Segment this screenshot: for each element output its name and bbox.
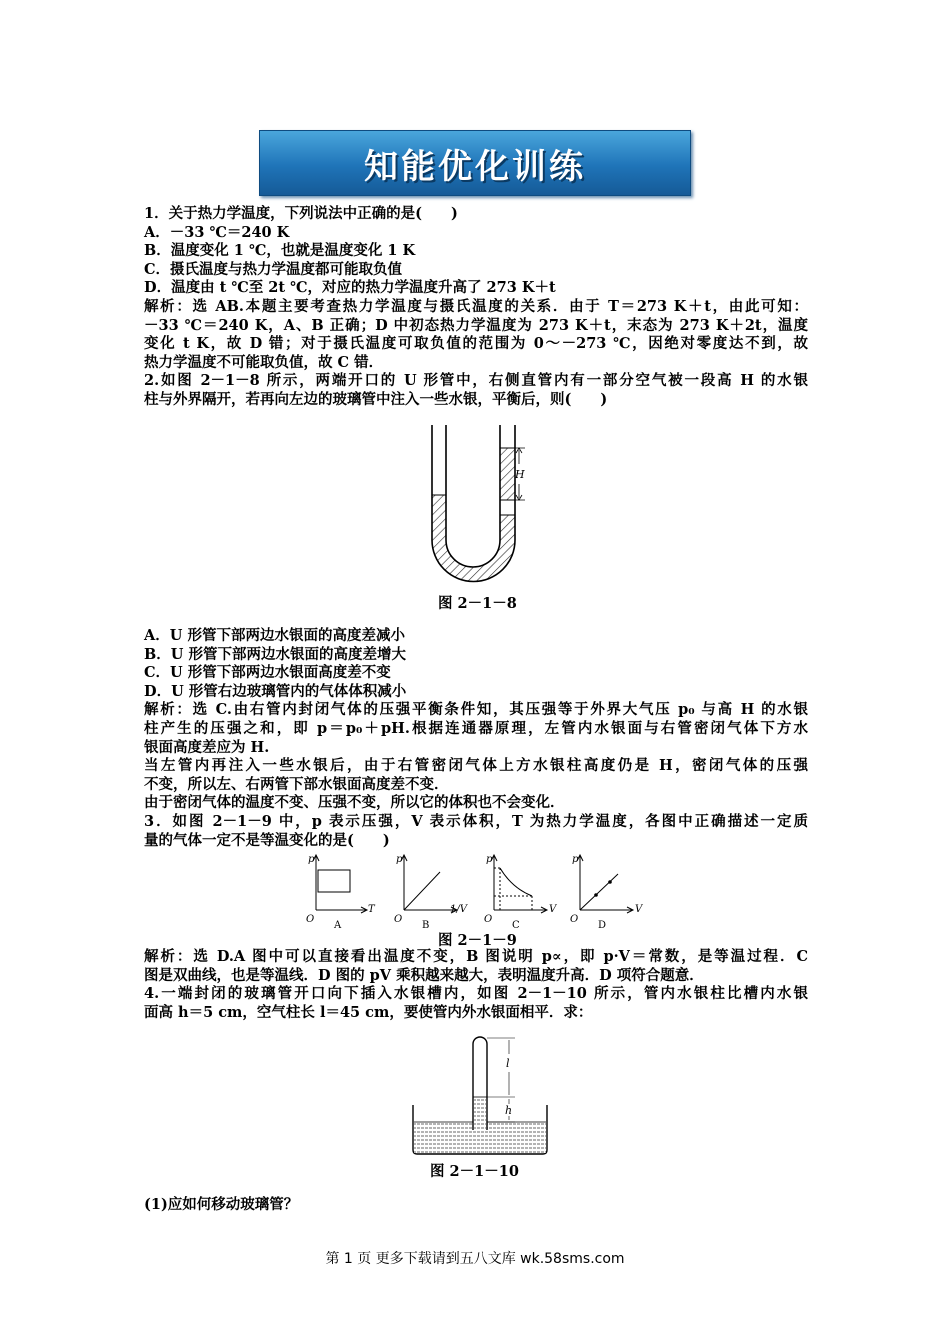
q1-analysis-line: －33 ℃＝240 K，A、B 正确；D 中初态热力学温度为 273 K＋t，末态为 273 K＋2t，温度 xyxy=(144,316,808,334)
u-tube-figure xyxy=(425,420,525,595)
figure-caption-2-1-8: 图 2－1－8 xyxy=(438,595,517,612)
graph-b-origin: O xyxy=(394,914,403,925)
q2-stem-line: 柱与外界隔开，若再向左边的玻璃管中注入一些水银，平衡后，则( ) xyxy=(144,390,608,408)
tube-trough-figure xyxy=(405,1030,555,1160)
graph-a-tag: A xyxy=(334,920,342,931)
q1-option-b: B．温度变化 1 ℃，也就是温度变化 1 K xyxy=(144,242,416,260)
q1-analysis-line: 热力学温度不可能取负值，故 C 错． xyxy=(144,353,384,371)
graphs-figure xyxy=(300,850,660,930)
figure-caption-2-1-10: 图 2－1－10 xyxy=(430,1163,519,1180)
banner-title: 知能优化训练 xyxy=(364,146,586,187)
question-3-analysis xyxy=(144,948,808,1022)
q3-analysis-line: 解析：选 D.A 图中可以直接看出温度不变，B 图说明 p∝，即 p·V＝常数，是等温过程．C xyxy=(144,948,808,965)
q2-analysis-line: 解析：选 C.由右管内封闭气体的压强平衡条件知，其压强等于外界大气压 p₀ 与高 H 的水银 xyxy=(144,701,808,719)
graph-a-y-label: p xyxy=(308,854,315,865)
label-h-height: h xyxy=(505,1104,513,1117)
question-1 xyxy=(144,205,808,410)
graph-b-y-label: p xyxy=(396,854,403,865)
graph-d-x-label: V xyxy=(635,904,643,915)
q2-option-b: B．U 形管下部两边水银面的高度差增大 xyxy=(144,645,406,663)
q3-analysis-line: 图是双曲线，也是等温线．D 图的 pV 乘积越来越大，表明温度升高．D 项符合题意． xyxy=(144,966,704,984)
q2-analysis-line: 银面高度差应为 H. xyxy=(144,738,270,756)
q4-sub-question-1: (1)应如何移动玻璃管？ xyxy=(144,1196,299,1213)
graph-d-origin: O xyxy=(570,914,579,925)
q2-option-d: D．U 形管右边玻璃管内的气体体积减小 xyxy=(144,682,407,700)
graph-b-x-label: 1/V xyxy=(450,904,467,915)
graph-c-origin: O xyxy=(484,914,493,925)
q1-option-a: A．－33 ℃＝240 K xyxy=(144,223,290,241)
question-4-sub xyxy=(144,1196,808,1215)
graph-c-tag: C xyxy=(512,920,520,931)
q2-option-a: A．U 形管下部两边水银面的高度差减小 xyxy=(144,627,405,644)
q2-analysis-line: 柱产生的压强之和，即 p＝p₀＋pH.根据连通器原理，左管内水银面与右管密闭气体下方水 xyxy=(144,719,808,737)
label-l-length: l xyxy=(506,1057,510,1070)
q2-analysis-line: 不变，所以左、右两管下部水银面高度差不变． xyxy=(144,775,449,793)
q1-stem: 1．关于热力学温度，下列说法中正确的是( ) xyxy=(144,205,458,222)
question-2-body xyxy=(144,627,808,850)
q2-analysis-line: 由于密闭气体的温度不变、压强不变，所以它的体积也不会变化． xyxy=(144,794,565,812)
graph-a-x-label: T xyxy=(368,904,375,915)
graph-c-y-label: p xyxy=(486,854,493,865)
q2-stem-line: 2.如图 2－1－8 所示，两端开口的 U 形管中，右侧直管内有一部分空气被一段高 H 的水银 xyxy=(144,372,808,390)
page-footer: 第 1 页 更多下载请到五八文库 wk.58sms.com xyxy=(325,1251,625,1267)
section-banner xyxy=(259,130,691,196)
graph-b xyxy=(394,854,469,931)
graph-a xyxy=(306,854,376,931)
q1-option-c: C．摄氏温度与热力学温度都可能取负值 xyxy=(144,260,403,278)
q2-analysis-line: 当左管内再注入一些水银后，由于右管密闭气体上方水银柱高度仍是 H，密闭气体的压强 xyxy=(144,757,808,775)
graph-b-tag: B xyxy=(422,920,430,931)
graph-c-x-label: V xyxy=(549,904,557,915)
graph-d-y-label: p xyxy=(572,854,579,865)
graph-c xyxy=(484,854,558,931)
q3-stem-line: 3．如图 2－1－9 中，p 表示压强，V 表示体积，T 为热力学温度，各图中正确描述一定质 xyxy=(144,812,808,830)
q3-stem-line: 量的气体一定不是等温变化的是( ) xyxy=(144,831,390,849)
label-h-height: H xyxy=(515,468,525,481)
graph-a-origin: O xyxy=(306,914,315,925)
q2-option-c: C．U 形管下部两边水银面高度差不变 xyxy=(144,664,391,682)
figure-caption-2-1-9: 图 2－1－9 xyxy=(438,932,517,949)
q4-stem-line: 4.一端封闭的玻璃管开口向下插入水银槽内，如图 2－1－10 所示，管内水银柱比槽内水银 xyxy=(144,985,808,1003)
q1-analysis-line: 变化 t K，故 D 错；对于摄氏温度可取负值的范围为 0～－273 ℃，因绝对零度达不到，故 xyxy=(144,335,808,353)
graph-d-tag: D xyxy=(598,920,607,931)
q1-analysis-line: 解析：选 AB.本题主要考查热力学温度与摄氏温度的关系．由于 T＝273 K＋t，由此可知： xyxy=(144,297,808,315)
q4-stem-line: 面高 h＝5 cm，空气柱长 l＝45 cm，要使管内外水银面相平．求： xyxy=(144,1003,593,1021)
graph-d xyxy=(570,854,644,931)
q1-option-d: D．温度由 t ℃至 2t ℃，对应的热力学温度升高了 273 K＋t xyxy=(144,279,556,297)
